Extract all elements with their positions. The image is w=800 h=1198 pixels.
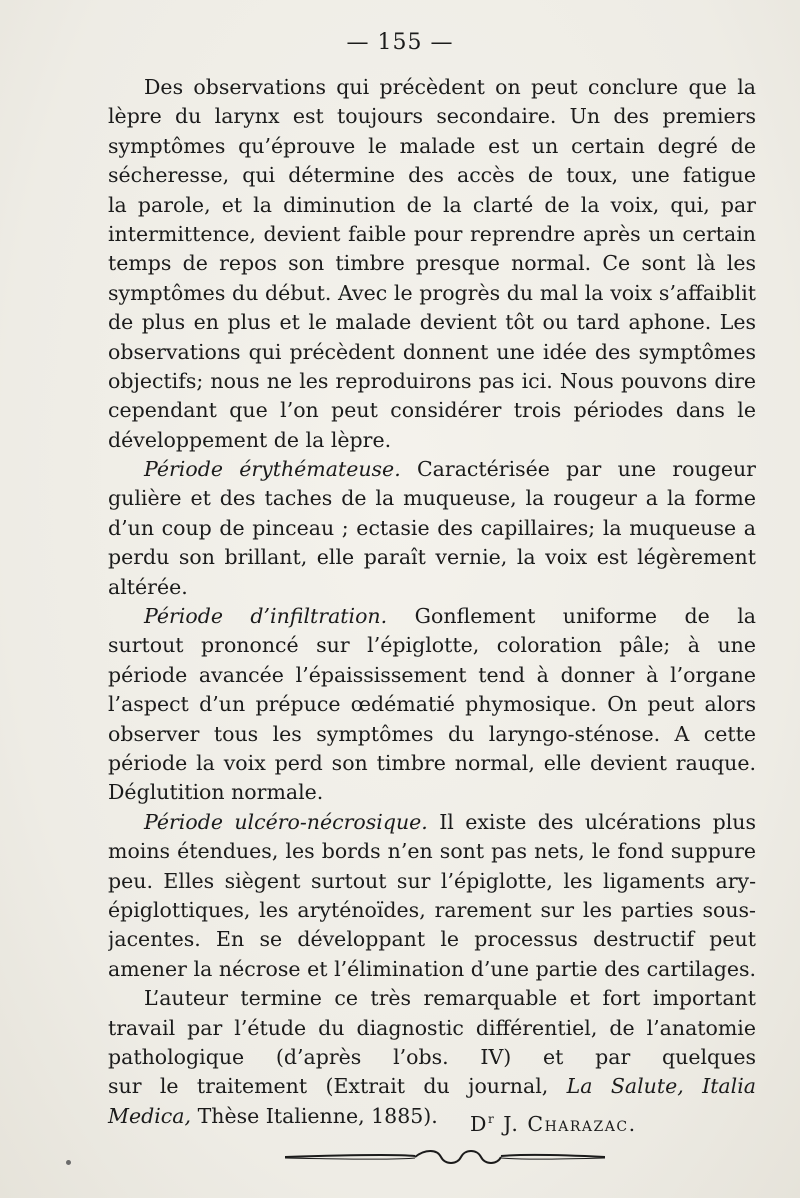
text-line: temps de repos son timbre presque normal. Ce sont là les bbox=[108, 251, 756, 276]
text-line: gulière et des taches de la muqueuse, la rougeur a la forme bbox=[108, 486, 756, 511]
section-heading-line bbox=[108, 808, 756, 837]
signature-name: J. Charazac. bbox=[503, 1112, 637, 1136]
text-line: pathologique (d’après l’obs. IV) et par quelques bbox=[108, 1044, 756, 1069]
text-line: de plus en plus et le malade devient tôt ou tard aphone. Les bbox=[108, 310, 756, 335]
text-line: perdu son brillant, elle paraît vernie, la voix est légèrement bbox=[108, 545, 756, 570]
text-span: Gonflement uniforme de la bbox=[414, 604, 756, 629]
text-span: sur le traitement (Extrait du journal, bbox=[108, 1074, 549, 1099]
text-line: peu. Elles siègent surtout sur l’épiglotte, les ligaments ary- bbox=[108, 868, 756, 893]
text-line: période avancée l’épaississement tend à donner à l’organe bbox=[108, 662, 756, 687]
text-line: symptômes du début. Avec le progrès du mal la voix s’affaiblit bbox=[108, 280, 756, 305]
text-line: lèpre du larynx est toujours secondaire. Un des premiers bbox=[108, 104, 756, 129]
section-title-erythemateuse: Période érythémateuse. bbox=[144, 457, 401, 482]
text-line: épiglottiques, les aryténoïdes, rarement sur les parties sous- bbox=[108, 897, 756, 922]
journal-title: La Salute, Italia bbox=[566, 1074, 756, 1099]
text-line: développement de la lèpre. bbox=[108, 427, 392, 452]
text-span: Il existe des ulcérations plus bbox=[439, 809, 756, 834]
section-heading-line bbox=[108, 602, 756, 631]
text-line: intermittence, devient faible pour reprendre après un certain bbox=[108, 221, 756, 246]
section-title-ulcero-necrosique: Période ulcéro-nécrosique. bbox=[144, 809, 428, 834]
text-line: symptômes qu’éprouve le malade est un certain degré de bbox=[108, 133, 756, 158]
signature-prefix: D bbox=[470, 1112, 488, 1136]
signature-superscript: r bbox=[487, 1112, 496, 1127]
text-line: Des observations qui précèdent on peut conclure que la bbox=[144, 75, 756, 99]
body-text bbox=[108, 73, 756, 1131]
text-line: amener la nécrose et l’élimination d’une partie des cartilages. bbox=[108, 956, 756, 981]
text-line: altérée. bbox=[108, 574, 188, 599]
text-line: la parole, et la diminution de la clarté de la voix, qui, par bbox=[108, 192, 756, 217]
text-line: jacentes. En se développant le processus destructif peut bbox=[108, 927, 756, 952]
author-signature bbox=[470, 1112, 730, 1136]
text-line: observations qui précèdent donnent une idée des symptômes bbox=[108, 339, 756, 364]
section-heading-line bbox=[108, 455, 756, 484]
text-line: sécheresse, qui détermine des accès de toux, une fatigue bbox=[108, 163, 756, 188]
text-span: Thèse Italienne, 1885). bbox=[197, 1103, 438, 1128]
text-line: L’auteur termine ce très remarquable et fort important bbox=[144, 986, 756, 1011]
text-line: cependant que l’on peut considérer trois périodes dans le bbox=[108, 398, 756, 423]
journal-title-end: Medica, bbox=[108, 1103, 192, 1128]
text-line: moins étendues, les bords n’en sont pas nets, le fond suppure bbox=[108, 839, 756, 864]
ink-speck bbox=[66, 1160, 71, 1165]
text-line: l’aspect d’un prépuce œdématié phymosique. On peut alors bbox=[108, 692, 756, 717]
text-line: travail par l’étude du diagnostic différentiel, de l’anatomie bbox=[108, 1015, 756, 1040]
text-line: d’un coup de pinceau ; ectasie des capillaires; la muqueuse a bbox=[108, 515, 756, 540]
text-line: Déglutition normale. bbox=[108, 780, 324, 805]
ornament-divider bbox=[285, 1146, 605, 1168]
section-title-infiltration: Période d’infiltration. bbox=[144, 604, 388, 629]
text-line: objectifs; nous ne les reproduirons pas ici. Nous pouvons dire bbox=[108, 368, 756, 393]
text-line: observer tous les symptômes du laryngo-sténose. A cette bbox=[108, 721, 756, 746]
page-number: — 155 — bbox=[346, 30, 454, 55]
text-span: Caractérisée par une rougeur bbox=[416, 457, 756, 482]
text-line bbox=[108, 1072, 756, 1101]
text-line: période la voix perd son timbre normal, elle devient rauque. bbox=[108, 750, 756, 775]
text-line: surtout prononcé sur l’épiglotte, coloration pâle; à une bbox=[108, 633, 756, 658]
